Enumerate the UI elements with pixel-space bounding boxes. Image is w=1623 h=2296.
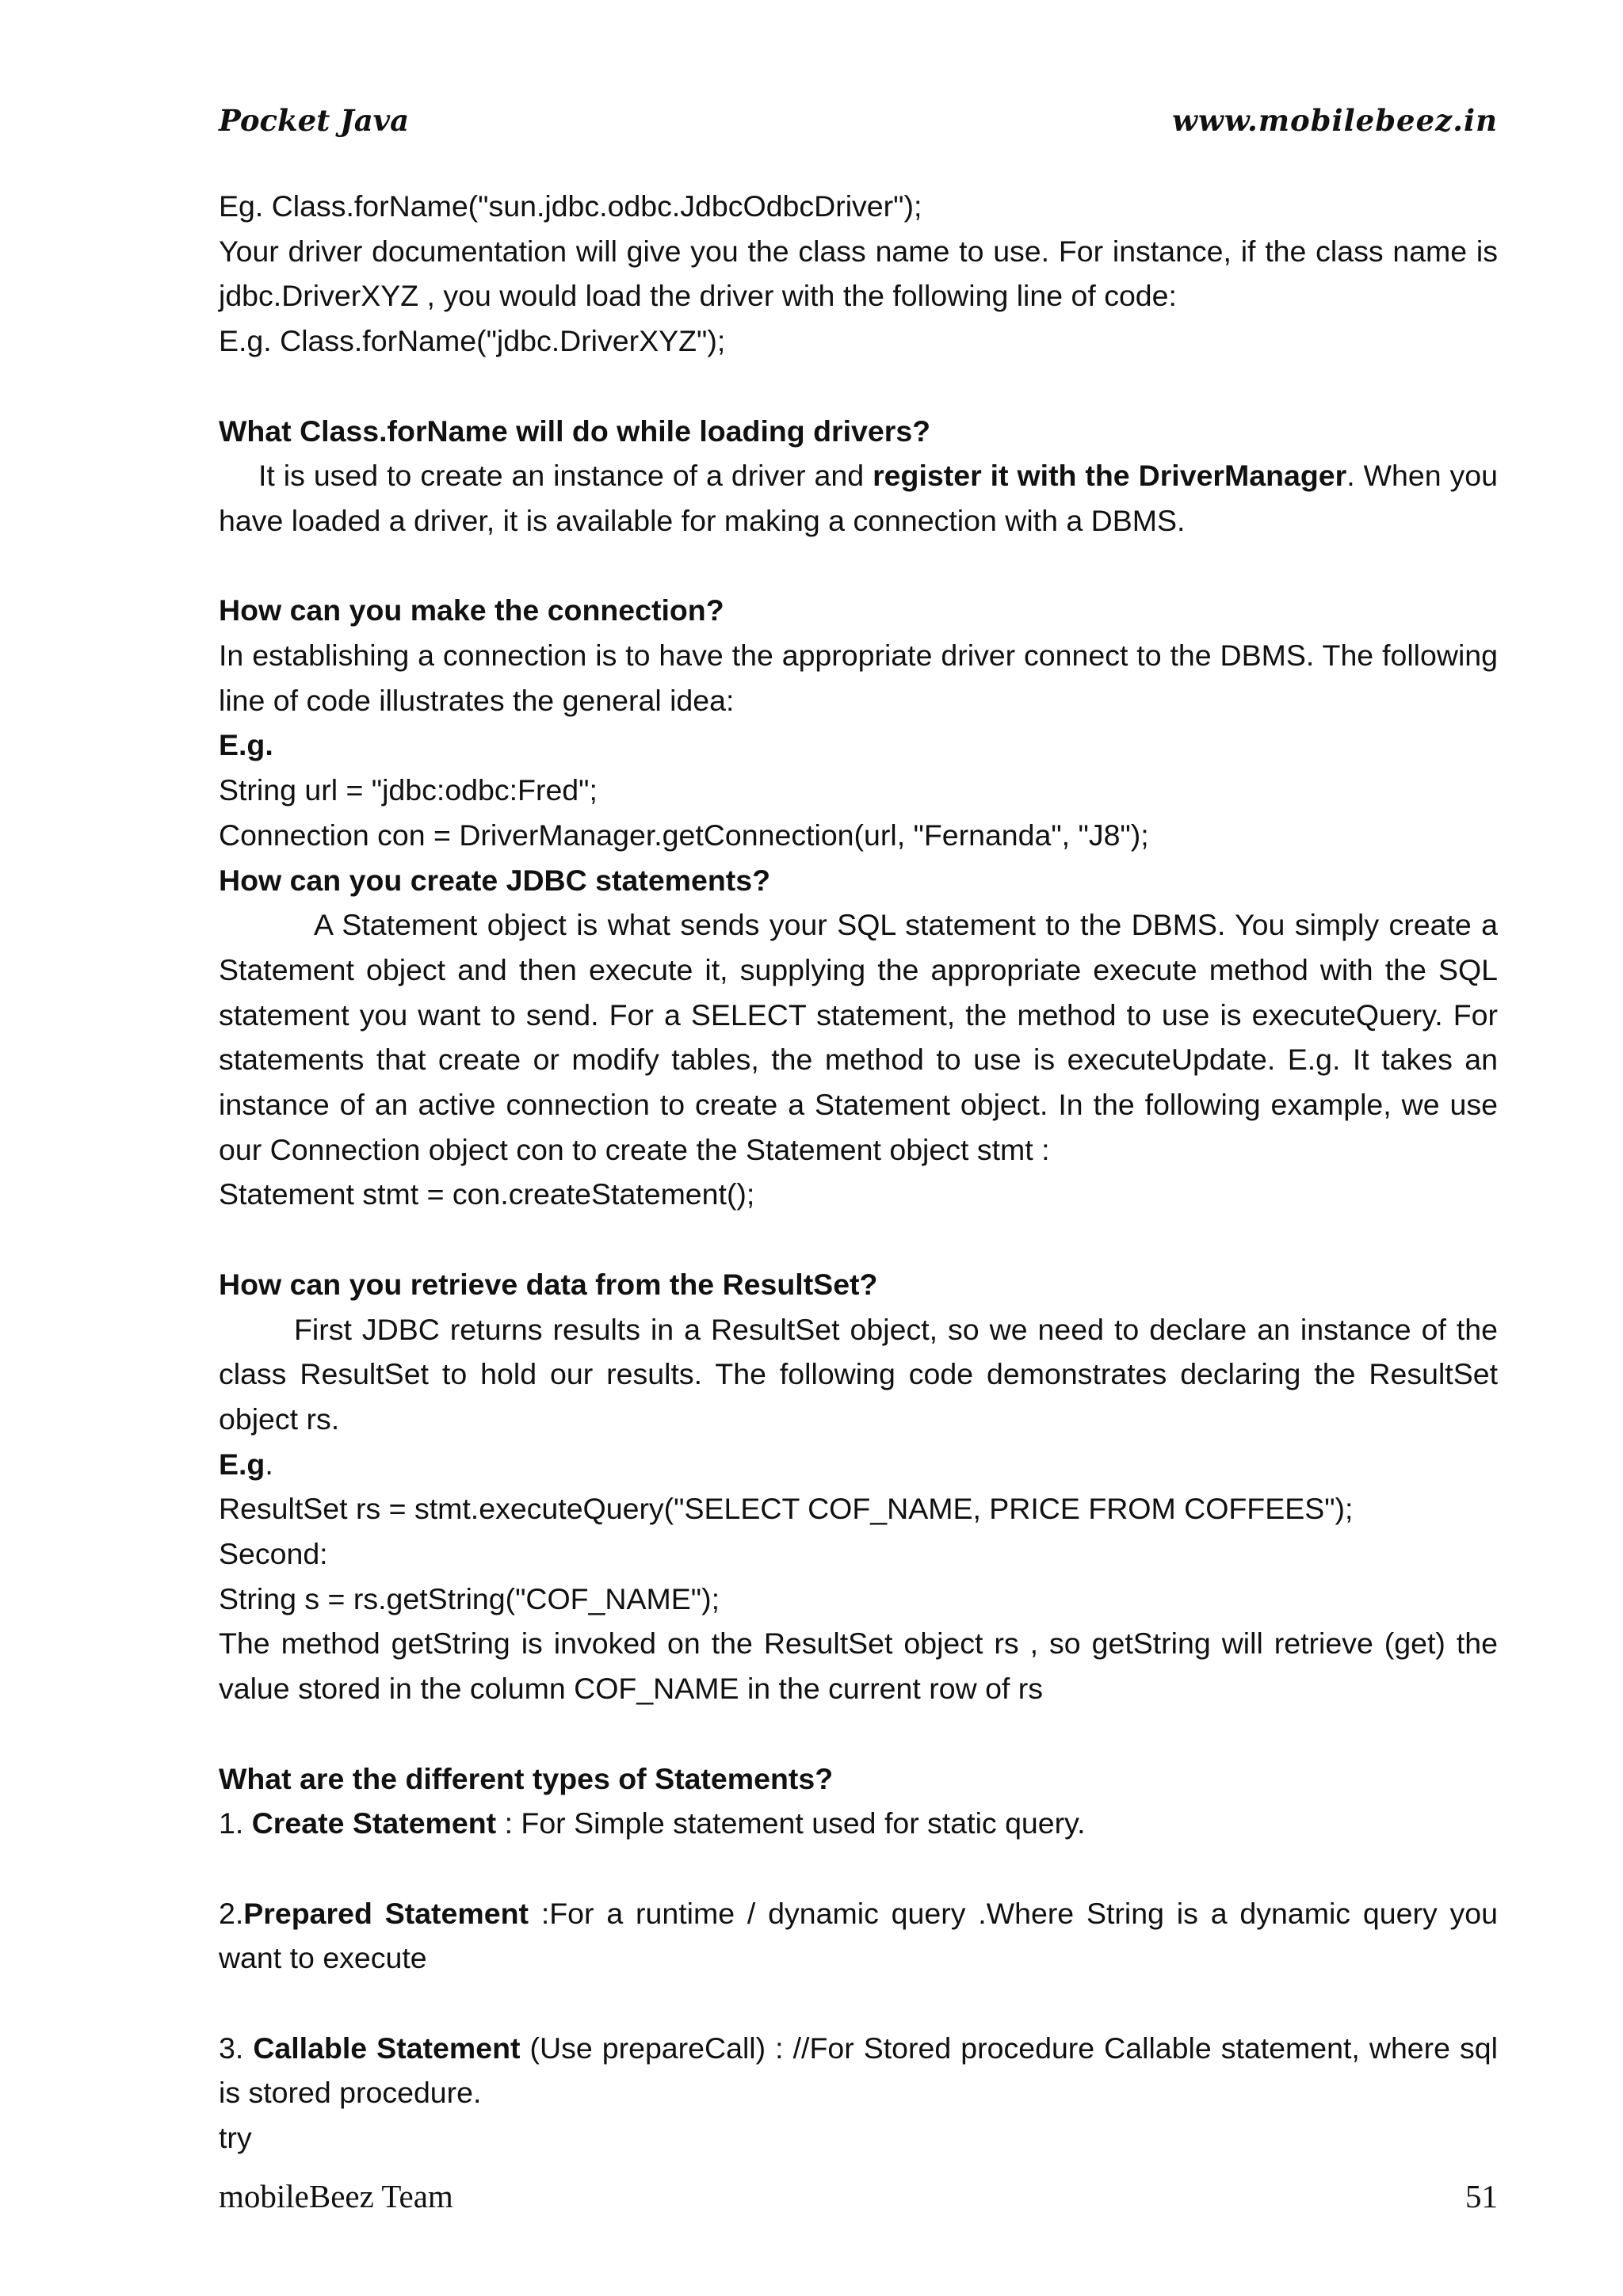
code-line: String s = rs.getString("COF_NAME"); [219, 1581, 720, 1615]
code-line: try [219, 2121, 252, 2155]
code-line: E.g. Class.forName("jdbc.DriverXYZ"); [219, 324, 726, 358]
code-line: Eg. Class.forName("sun.jdbc.odbc.JdbcOdbcDriver"); [219, 189, 922, 223]
page-footer [219, 2177, 1498, 2222]
text-run: (Use prepareCall) : //For Stored procedure Callable statement, where sql is stored procedure. [219, 2031, 1498, 2110]
bold-text: E.g [219, 1447, 265, 1481]
spacer [219, 1846, 1498, 1891]
bold-text: Create Statement [251, 1806, 497, 1840]
text-run: . When you have loaded a driver, it is available for making a connection with a DBMS. [219, 459, 1498, 537]
code-line: ResultSet rs = stmt.executeQuery("SELECT COF_NAME, PRICE FROM COFFEES"); [219, 1492, 1354, 1526]
list-number: 1. [219, 1806, 252, 1840]
list-item [219, 2026, 1498, 2115]
paragraph: The method getString is invoked on the ResultSet object rs , so getString will retrieve (get) the value stored in the column COF_NAME in the current row of rs [219, 1627, 1498, 1706]
spacer [219, 1711, 1498, 1756]
section-heading: What Class.forName will do while loading drivers? [219, 414, 931, 448]
page-content [219, 184, 1498, 2161]
list-number: 3. [219, 2031, 254, 2065]
website-url: www.mobilebeez.in [1172, 103, 1498, 138]
code-line: String url = "jdbc:odbc:Fred"; [219, 773, 598, 807]
paragraph: A Statement object is what sends your SQL statement to the DBMS. You simply create a Statement object and then execute it, supplying the appropriate execute method with the SQL statement you want to send. For a SELECT statement, the method to use is executeQuery. For statements that create or modify tables, the method to use is executeUpdate. E.g. It takes an instance of an active connection to create a Statement object. In the following example, we use our Connection object con to create the Statement object stmt : [219, 908, 1498, 1166]
text-run: : For Simple statement used for static query. [496, 1806, 1086, 1840]
text-run: :For a runtime / dynamic query .Where String is a dynamic query you want to execute [219, 1896, 1498, 1975]
spacer [219, 1981, 1498, 2026]
page-header [219, 103, 1498, 151]
section-heading: What are the different types of Statements? [219, 1761, 834, 1795]
spacer [219, 364, 1498, 409]
footer-author: mobileBeez Team [219, 2178, 453, 2214]
paragraph: Your driver documentation will give you the class name to use. For instance, if the class name is jdbc.DriverXYZ , you would load the driver with the following line of code: [219, 234, 1498, 313]
bold-text: register it with the DriverManager [873, 459, 1347, 493]
code-line: Connection con = DriverManager.getConnection(url, "Fernanda", "J8"); [219, 818, 1149, 852]
section-heading: How can you retrieve data from the ResultSet? [219, 1267, 878, 1301]
text-run: . [265, 1447, 273, 1481]
list-item [219, 1891, 1498, 1981]
code-line: Statement stmt = con.createStatement(); [219, 1177, 755, 1211]
example-label [219, 1442, 1498, 1487]
text-run: It is used to create an instance of a driver and [258, 459, 873, 493]
list-item [219, 1801, 1498, 1846]
list-number: 2. [219, 1896, 244, 1930]
section-heading: How can you create JDBC statements? [219, 863, 771, 897]
section-heading: How can you make the connection? [219, 593, 724, 627]
bold-text: Callable Statement [253, 2031, 521, 2065]
book-title: Pocket Java [219, 103, 410, 138]
paragraph: In establishing a connection is to have the appropriate driver connect to the DBMS. The following line of code illustrates the general idea: [219, 639, 1498, 717]
page-number: 51 [1465, 2178, 1498, 2214]
text-line: Second: [219, 1537, 328, 1571]
spacer [219, 543, 1498, 589]
paragraph [219, 453, 1498, 543]
paragraph: First JDBC returns results in a ResultSet object, so we need to declare an instance of the class ResultSet to hold our results. The following code demonstrates declaring the ResultSet object rs. [219, 1312, 1498, 1436]
spacer [219, 1217, 1498, 1262]
example-label: E.g. [219, 728, 273, 762]
bold-text: Prepared Statement [243, 1896, 529, 1930]
